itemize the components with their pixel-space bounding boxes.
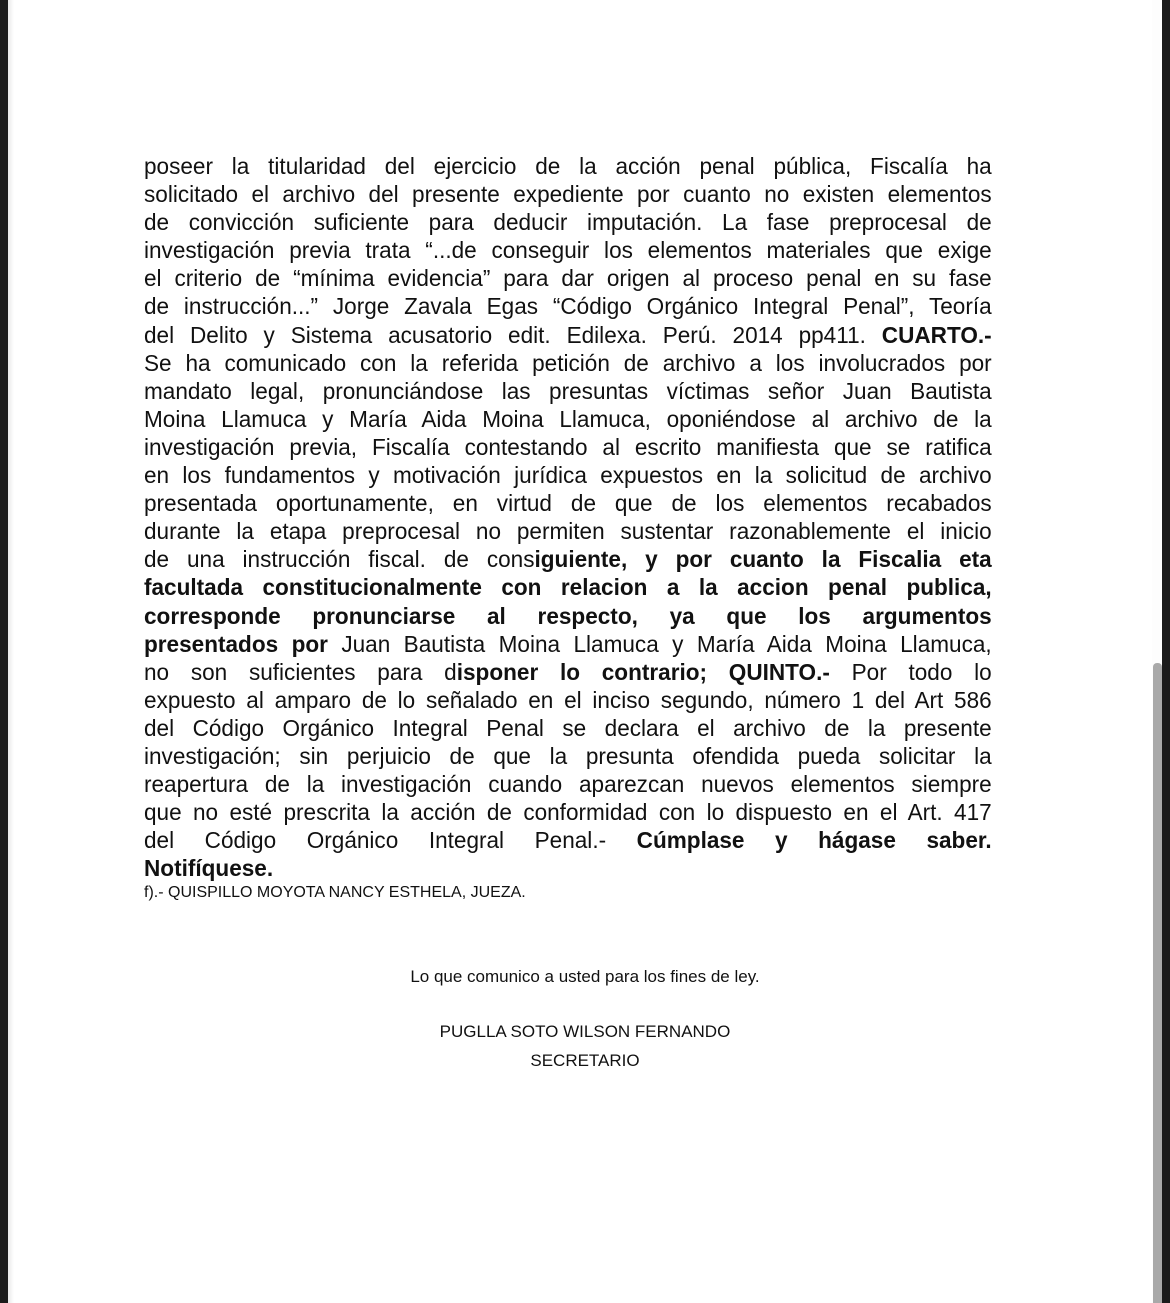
text-line bbox=[144, 742, 992, 770]
text-run: investigación previa trata “...de conseguir los elementos materiales que exige bbox=[144, 237, 992, 264]
text-line bbox=[144, 152, 992, 180]
text-run: mandato legal, pronunciándose las presuntas víctimas señor Juan Bautista bbox=[144, 377, 992, 404]
text-run: de instrucción...” Jorge Zavala Egas “Código Orgánico Integral Penal”, Teoría bbox=[144, 293, 992, 320]
text-run: poseer la titularidad del ejercicio de la acción penal pública, Fiscalía ha bbox=[144, 153, 992, 179]
secretary-title: SECRETARIO bbox=[530, 1051, 640, 1070]
text-run: investigación previa, Fiscalía contestando al escrito manifiesta que se ratifica bbox=[144, 433, 992, 460]
text-line bbox=[144, 349, 992, 377]
text-run: Se ha comunicado con la referida petición de archivo a los involucrados por bbox=[144, 349, 992, 376]
text-line bbox=[144, 602, 992, 630]
text-line bbox=[144, 292, 992, 320]
text-run: no son suficientes para d bbox=[144, 658, 457, 685]
text-line bbox=[144, 798, 992, 826]
vertical-scrollbar-thumb[interactable] bbox=[1153, 663, 1162, 1303]
text-line bbox=[144, 236, 992, 264]
text-line bbox=[144, 180, 992, 208]
bold-text-run: Cúmplase y hágase saber. bbox=[636, 827, 992, 854]
text-line bbox=[144, 208, 992, 236]
judge-signature-line: f).- QUISPILLO MOYOTA NANCY ESTHELA, JUEZA. bbox=[144, 884, 526, 901]
bold-text-run: facultada constitucionalmente con relacion a la accion penal publica, bbox=[144, 574, 992, 601]
text-line bbox=[144, 854, 992, 882]
text-line bbox=[144, 433, 992, 461]
text-line bbox=[144, 461, 992, 489]
bold-text-run: iguiente, y por cuanto la Fiscalia eta bbox=[534, 546, 992, 573]
text-line bbox=[144, 489, 992, 517]
text-line bbox=[144, 658, 992, 686]
text-run: durante la etapa preprocesal no permiten sustentar razonablemente el inicio bbox=[144, 518, 992, 545]
resolution-body-text bbox=[144, 152, 992, 882]
text-line bbox=[144, 714, 992, 742]
text-line bbox=[144, 377, 992, 405]
text-line bbox=[144, 770, 992, 798]
text-line bbox=[144, 826, 992, 854]
text-line bbox=[144, 405, 992, 433]
text-line bbox=[144, 321, 992, 349]
text-line bbox=[144, 517, 992, 545]
secretary-name: PUGLLA SOTO WILSON FERNANDO bbox=[439, 1022, 731, 1041]
text-run: el criterio de “mínima evidencia” para dar origen al proceso penal en su fase bbox=[144, 265, 992, 292]
page-edge bbox=[8, 0, 14, 1303]
text-line bbox=[144, 686, 992, 714]
bold-text-run: presentados por bbox=[144, 630, 328, 657]
text-run: del Delito y Sistema acusatorio edit. Edilexa. Perú. 2014 pp411. bbox=[144, 321, 882, 348]
text-run: expuesto al amparo de lo señalado en el inciso segundo, número 1 del Art 586 bbox=[144, 686, 992, 713]
closing-statement: Lo que comunico a usted para los fines de ley. bbox=[410, 967, 760, 986]
text-run: del Código Orgánico Integral Penal se declara el archivo de la presente bbox=[144, 714, 992, 741]
text-line bbox=[144, 545, 992, 573]
text-run: Moina Llamuca y María Aida Moina Llamuca, oponiéndose al archivo de la bbox=[144, 405, 992, 432]
text-run: Juan Bautista Moina Llamuca y María Aida Moina Llamuca, bbox=[327, 630, 992, 657]
document-page bbox=[8, 0, 1162, 1303]
text-line bbox=[144, 573, 992, 601]
text-run: que no esté prescrita la acción de conformidad con lo dispuesto en el Art. 417 bbox=[144, 799, 992, 826]
text-line bbox=[144, 264, 992, 292]
bold-text-run: CUARTO.- bbox=[881, 321, 992, 348]
bold-text-run: Notifíquese. bbox=[144, 855, 274, 882]
text-line bbox=[144, 630, 992, 658]
bold-text-run: corresponde pronunciarse al respecto, ya que los argumentos bbox=[144, 602, 992, 629]
text-run: solicitado el archivo del presente expediente por cuanto no existen elementos bbox=[144, 181, 992, 208]
bold-text-run: isponer lo contrario; QUINTO.- bbox=[456, 658, 830, 685]
text-run: en los fundamentos y motivación jurídica expuestos en la solicitud de archivo bbox=[144, 462, 992, 489]
text-run: de convicción suficiente para deducir imputación. La fase preprocesal de bbox=[144, 209, 992, 236]
text-run: investigación; sin perjuicio de que la presunta ofendida pueda solicitar la bbox=[144, 742, 992, 769]
text-run: del Código Orgánico Integral Penal.- bbox=[144, 827, 637, 854]
text-run: de una instrucción fiscal. de cons bbox=[144, 546, 535, 573]
text-run: presentada oportunamente, en virtud de que de los elementos recabados bbox=[144, 490, 992, 517]
text-run: reapertura de la investigación cuando aparezcan nuevos elementos siempre bbox=[144, 771, 992, 798]
text-run: Por todo lo bbox=[829, 658, 992, 685]
